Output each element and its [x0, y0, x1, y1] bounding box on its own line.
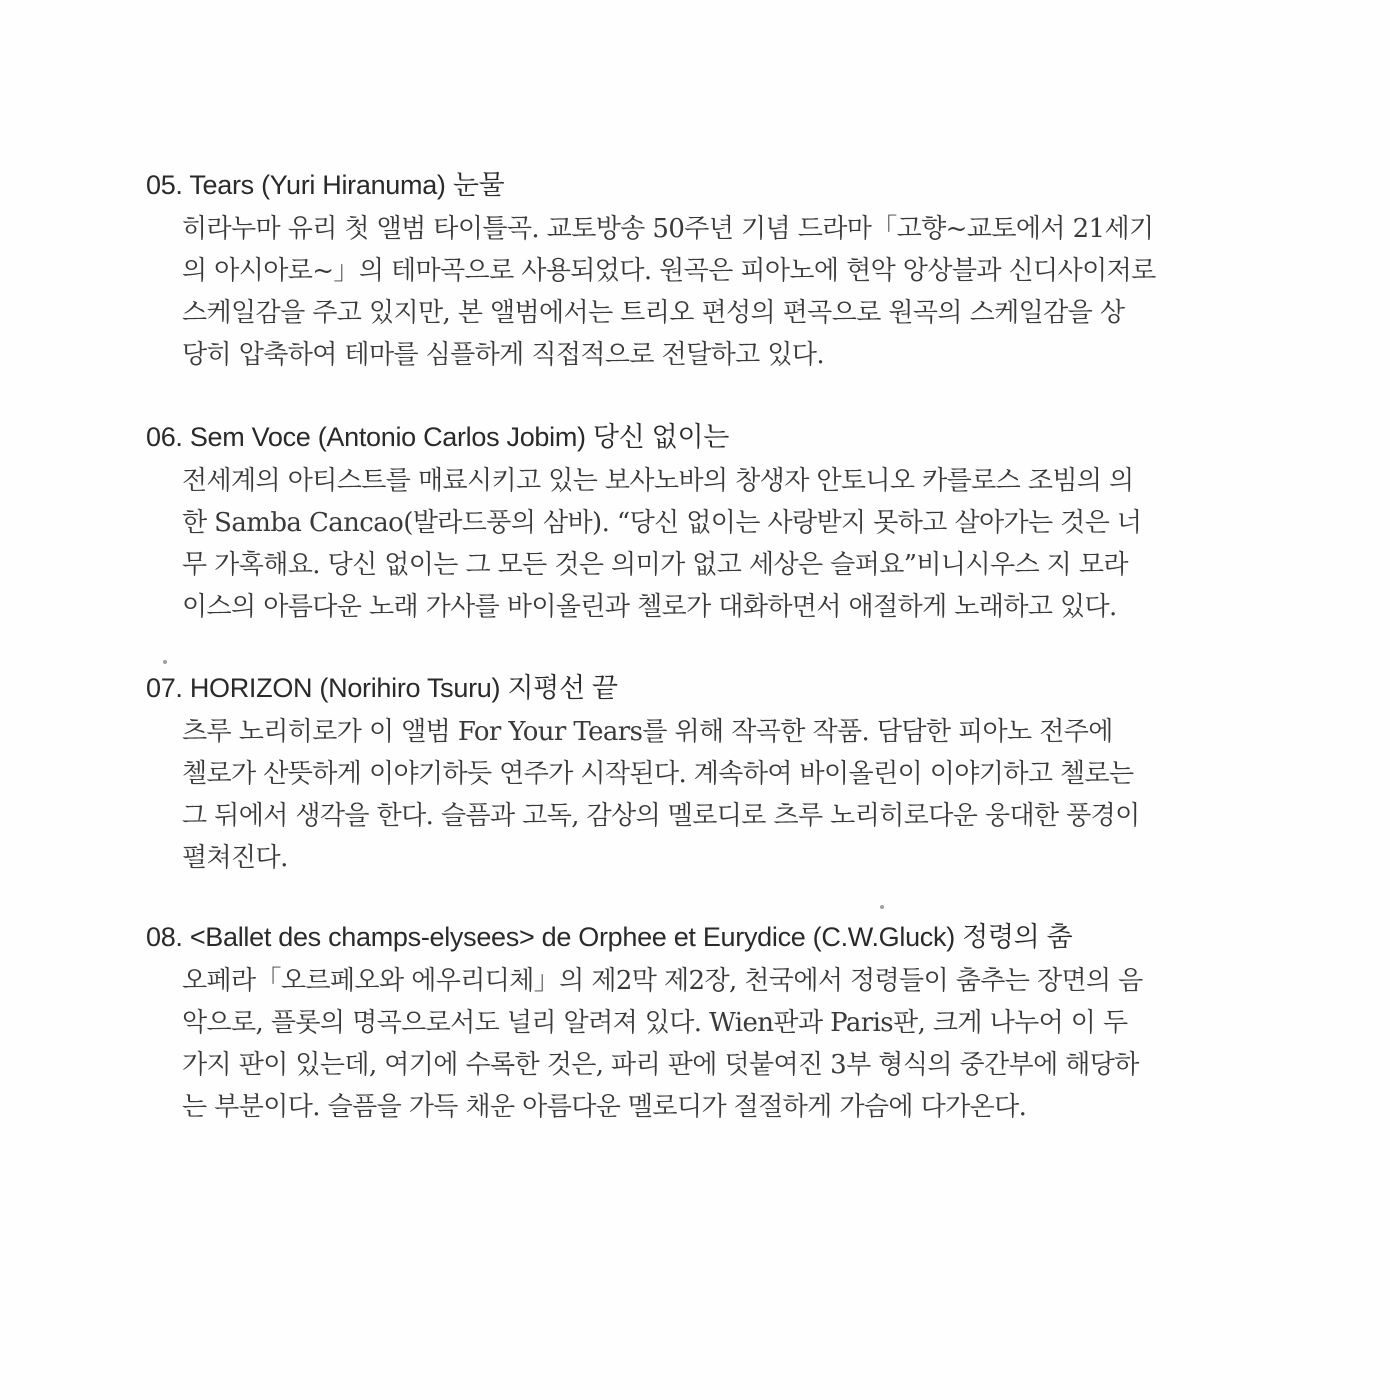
scan-speck: [163, 660, 167, 664]
description-line: 오페라「오르페오와 에우리디체」의 제2막 제2장, 천국에서 정령들이 춤추는 장면의 음: [182, 966, 1143, 996]
description-line: 츠루 노리히로가 이 앨범 For Your Tears를 위해 작곡한 작품. 담담한 피아노 전주에: [182, 717, 1113, 747]
track-07-description: [182, 711, 1252, 879]
track-06-title: 06. Sem Voce (Antonio Carlos Jobim) 당신 없이는: [146, 422, 730, 452]
description-line: 히라누마 유리 첫 앨범 타이틀곡. 교토방송 50주년 기념 드라마「고향~교토에서 21세기: [182, 214, 1154, 244]
track-05-section: [146, 168, 1256, 376]
description-line: 는 부분이다. 슬픔을 가득 채운 아름다운 멜로디가 절절하게 가슴에 다가온다.: [182, 1092, 1027, 1122]
description-line: 스케일감을 주고 있지만, 본 앨범에서는 트리오 편성의 편곡으로 원곡의 스케일감을 상: [182, 298, 1125, 328]
track-05-title: 05. Tears (Yuri Hiranuma) 눈물: [146, 170, 505, 200]
description-line: 의 아시아로~」의 테마곡으로 사용되었다. 원곡은 피아노에 현악 앙상블과 신디사이저로: [182, 256, 1156, 286]
description-line: 한 Samba Cancao(발라드풍의 삼바). “당신 없이는 사랑받지 못하고 살아가는 것은 너: [182, 508, 1142, 538]
track-07-title: 07. HORIZON (Norihiro Tsuru) 지평선 끝: [146, 673, 618, 703]
description-line: 가지 판이 있는데, 여기에 수록한 것은, 파리 판에 덧붙여진 3부 형식의 중간부에 해당하: [182, 1050, 1139, 1080]
description-line: 그 뒤에서 생각을 한다. 슬픔과 고독, 감상의 멜로디로 츠루 노리히로다운 웅대한 풍경이: [182, 801, 1140, 831]
track-08-section: [146, 920, 1256, 1128]
track-05-description: [182, 208, 1252, 376]
track-08-description: [182, 960, 1252, 1128]
track-07-section: [146, 671, 1256, 879]
description-line: 당히 압축하여 테마를 심플하게 직접적으로 전달하고 있다.: [182, 340, 825, 370]
description-line: 첼로가 산뜻하게 이야기하듯 연주가 시작된다. 계속하여 바이올린이 이야기하고 첼로는: [182, 759, 1134, 789]
description-line: 악으로, 플롯의 명곡으로서도 널리 알려져 있다. Wien판과 Paris판, 크게 나누어 이 두: [182, 1008, 1128, 1038]
description-line: 전세계의 아티스트를 매료시키고 있는 보사노바의 창생자 안토니오 카를로스 조빔의 의: [182, 466, 1134, 496]
track-06-section: [146, 420, 1256, 628]
scan-speck: [880, 905, 884, 909]
track-08-title: 08. <Ballet des champs-elysees> de Orphee et Eurydice (C.W.Gluck) 정령의 춤: [146, 922, 1073, 952]
description-line: 무 가혹해요. 당신 없이는 그 모든 것은 의미가 없고 세상은 슬퍼요”비니시우스 지 모라: [182, 550, 1128, 580]
description-line: 펼쳐진다.: [182, 843, 288, 873]
description-line: 이스의 아름다운 노래 가사를 바이올린과 첼로가 대화하면서 애절하게 노래하고 있다.: [182, 592, 1117, 622]
track-06-description: [182, 460, 1252, 628]
